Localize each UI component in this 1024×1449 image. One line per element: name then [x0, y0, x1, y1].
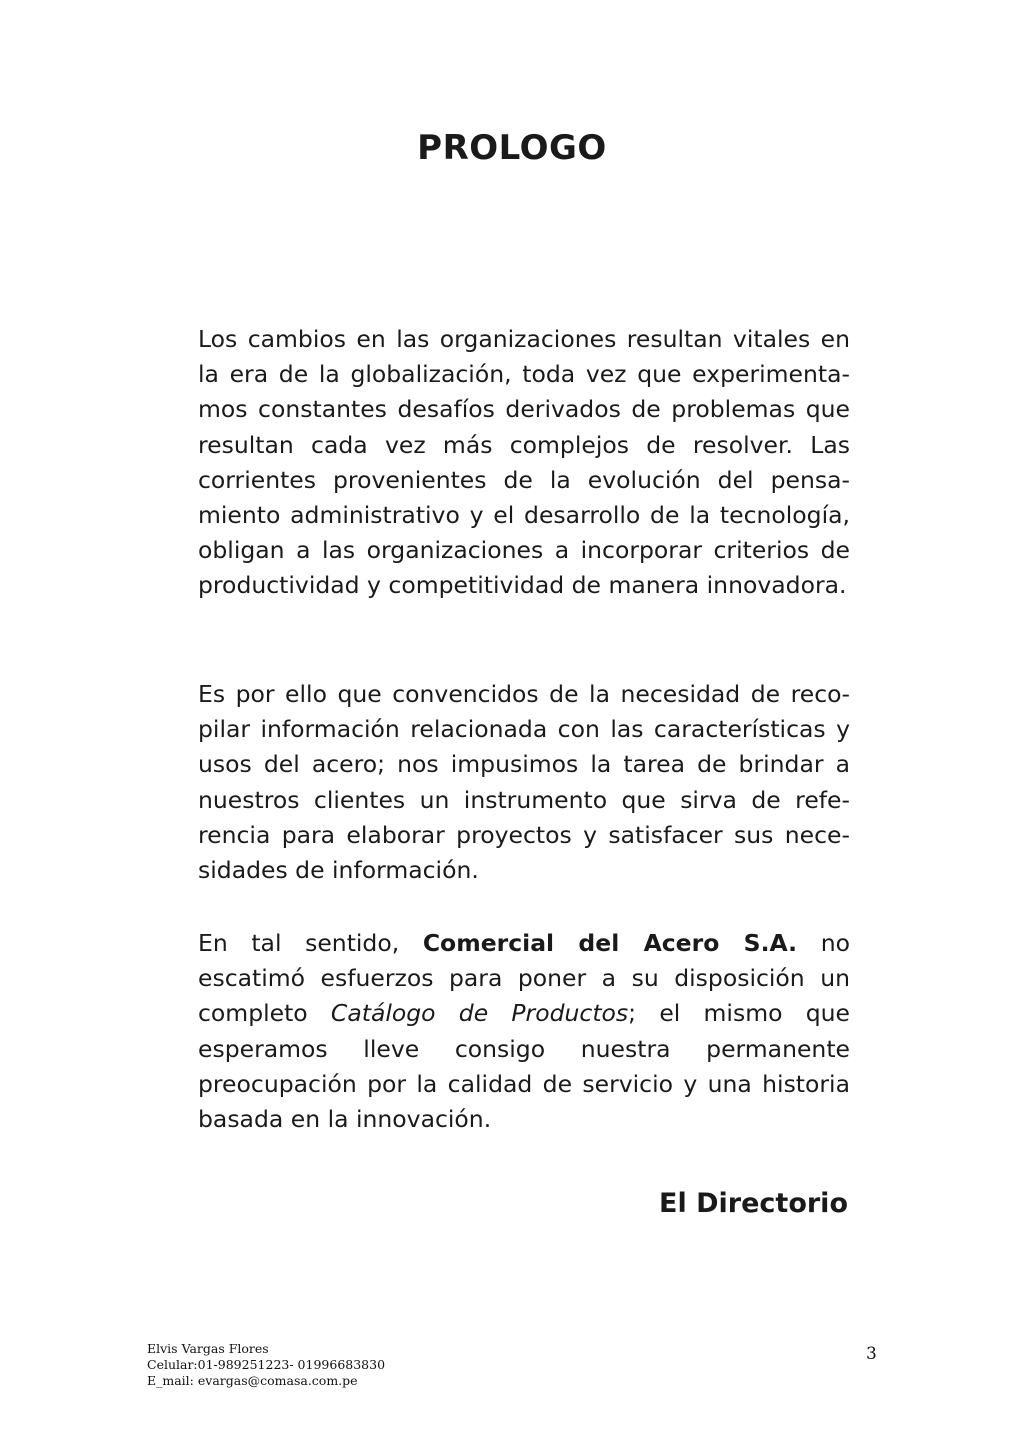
footer-email: E_mail: evargas@comasa.com.pe — [147, 1373, 358, 1388]
company-name: Comercial del Acero S.A. — [422, 929, 798, 957]
catalog-title: Catálogo de Productos — [330, 999, 629, 1028]
page-title: PROLOGO — [417, 128, 607, 168]
footer-phone: Celular:01-989251223- 01996683830 — [147, 1357, 386, 1372]
footer-name: Elvis Vargas Flores — [147, 1341, 269, 1356]
paragraph-purpose: Es por ello que convencidos de la necesidad de recopilar información relacionada con las características y usos del acero; nos impusimos la tarea de brindar a nuestros clientes un instrumento que sirva de referencia para elaborar proyectos y satisfacer sus necesidades de información. — [198, 680, 850, 885]
paragraph-intro: En tal sentido, — [198, 929, 400, 957]
signature: El Directorio — [659, 1188, 848, 1219]
paragraph-rest: ; el mismo que esperamos lleve consigo nuestra permanente preocupación por la calidad de servicio y una historia basada en la innovación. — [198, 999, 850, 1134]
paragraph-commitment — [198, 926, 850, 1137]
page-number: 3 — [866, 1344, 877, 1364]
paragraph-globalization: Los cambios en las organizaciones resultan vitales en la era de la globalización, toda vez que experimentamos constantes desafíos derivados de problemas que resultan cada vez más complejos de resolver. Las corrientes provenientes de la evolución del pensamiento administrativo y el desarrollo de la tecnología, obligan a las organizaciones a incorporar criterios de productividad y competitividad de manera innovadora. — [198, 325, 850, 600]
footer-contact — [147, 1341, 385, 1389]
paragraph-middle: no escatimó esfuerzos para poner a su disposición un completo — [198, 929, 850, 1028]
